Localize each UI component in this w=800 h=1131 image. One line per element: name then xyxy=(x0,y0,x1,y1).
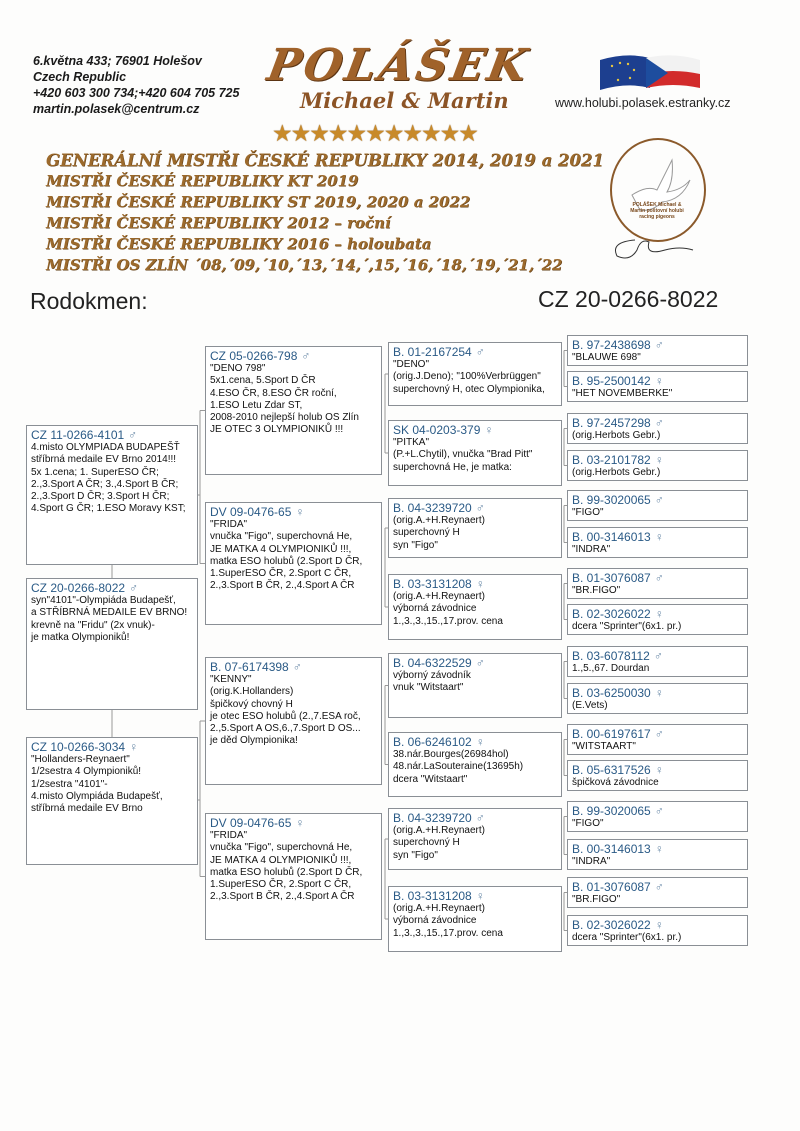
stars-rating: ★★★★★★★★★★★ xyxy=(272,120,477,146)
pigeon-note: 5x1.cena, 5.Sport D ČR xyxy=(210,375,316,387)
ring-id xyxy=(572,530,743,544)
ring-id-text: B. 03-3131208 xyxy=(393,577,472,591)
pigeon-card xyxy=(567,413,748,444)
pigeon-card xyxy=(567,801,748,832)
male-icon: ♂ xyxy=(475,501,485,515)
ring-id xyxy=(393,811,557,825)
male-icon: ♂ xyxy=(654,571,664,585)
ring-id xyxy=(572,727,743,741)
pigeon-note: JE MATKA 4 OLYMPIONIKŮ !!!, xyxy=(210,854,352,866)
female-icon: ♀ xyxy=(475,889,485,903)
pigeon-note: 48.nár.LaSouteraine(13695h) xyxy=(393,761,524,773)
pigeon-card xyxy=(388,498,562,558)
female-icon: ♀ xyxy=(295,505,305,519)
pigeon-card xyxy=(388,342,562,406)
pigeon-note: (orig.J.Deno); "100%Verbrüggen" xyxy=(393,371,541,383)
pigeon-note: "INDRA" xyxy=(572,856,611,867)
female-icon: ♀ xyxy=(654,918,664,932)
ring-id xyxy=(572,607,743,621)
seal-text: POLÁŠEK Michael & Martin poštovní holubi racing pigeons xyxy=(630,202,684,220)
pigeon-note: syn "Figo" xyxy=(393,539,438,551)
ring-id-text: B. 99-3020065 xyxy=(572,804,651,818)
ring-id xyxy=(572,374,743,388)
ring-id xyxy=(210,660,377,674)
pigeon-note: "Hollanders-Reynaert" xyxy=(31,754,130,765)
pigeon-note: 1/2sestra "4101"- xyxy=(31,778,108,790)
pigeon-note: 1.,3.,3.,15.,17.prov. cena xyxy=(393,615,503,627)
pigeon-note: vnuk "Witstaart" xyxy=(393,682,464,694)
pigeon-card xyxy=(567,877,748,908)
pigeon-card xyxy=(567,604,748,635)
ring-id-text: B. 00-3146013 xyxy=(572,530,651,544)
pigeon-note: vnučka "Figo", superchovná He, xyxy=(210,531,353,543)
male-icon: ♂ xyxy=(654,804,664,818)
ring-id-text: B. 97-2457298 xyxy=(572,416,651,430)
pigeon-note: krevně na "Fridu" (2x vnuk)- xyxy=(31,619,155,631)
pigeon-note: 2.,5.Sport A OS,6.,7.Sport D OS... xyxy=(210,723,361,735)
ring-id-text: B. 07-6174398 xyxy=(210,660,289,674)
pigeon-card xyxy=(567,646,748,677)
address-phone: +420 603 300 734;+420 604 705 725 xyxy=(33,86,240,100)
female-icon: ♀ xyxy=(654,453,664,467)
male-icon: ♂ xyxy=(654,493,664,507)
ring-id-text: B. 01-3076087 xyxy=(572,571,651,585)
ring-id xyxy=(31,581,193,595)
ring-id-text: B. 01-2167254 xyxy=(393,345,472,359)
pigeon-card xyxy=(205,813,382,940)
title-line: MISTŘI ČESKÉ REPUBLIKY 2012 – roční xyxy=(46,214,391,232)
ring-id xyxy=(572,571,743,585)
pigeon-note: "FIGO" xyxy=(572,818,604,829)
pigeon-note: JE OTEC 3 OLYMPIONIKŮ !!! xyxy=(210,424,344,436)
female-icon: ♀ xyxy=(654,530,664,544)
address-country: Czech Republic xyxy=(33,70,127,84)
pigeon-card xyxy=(388,886,562,952)
pigeon-card xyxy=(567,724,748,755)
ring-id-text: B. 04-6322529 xyxy=(393,656,472,670)
pigeon-note: 5x 1.cena; 1. SuperESO ČR; xyxy=(31,466,159,478)
pigeon-note: "BR.FIGO" xyxy=(572,894,621,905)
pigeon-note: 4.Sport G ČR; 1.ESO Moravy KST; xyxy=(31,503,186,515)
pigeon-card xyxy=(567,450,748,481)
pigeon-note: (orig.A.+H.Reynaert) xyxy=(393,903,485,914)
website-link[interactable]: www.holubi.polasek.estranky.cz xyxy=(555,96,731,110)
ring-id xyxy=(393,577,557,591)
pigeon-note: 38.nár.Bourges(26984hol) xyxy=(393,749,509,760)
male-icon: ♂ xyxy=(654,416,664,430)
ring-id xyxy=(572,453,743,467)
title-line: MISTŘI ČESKÉ REPUBLIKY KT 2019 xyxy=(46,172,359,190)
pigeon-note: 2.,3.Sport B ČR, 2.,4.Sport A ČR xyxy=(210,580,355,592)
male-icon: ♂ xyxy=(653,649,663,663)
male-icon: ♂ xyxy=(654,727,664,741)
pigeon-note: "PITKA" xyxy=(393,437,429,448)
pigeon-note: stříbrná medaile EV Brno xyxy=(31,803,143,815)
address-street: 6.května 433; 76901 Holešov xyxy=(33,54,202,68)
pigeon-note: superchovný H xyxy=(393,527,460,539)
ring-id-text: B. 05-6317526 xyxy=(572,763,651,777)
ring-id-text: B. 01-3076087 xyxy=(572,880,651,894)
pigeon-note: matka ESO holubů (2.Sport D ČR, xyxy=(210,555,363,567)
pigeon-note: (E.Vets) xyxy=(572,700,608,711)
ring-number: CZ 20-0266-8022 xyxy=(538,286,719,312)
male-icon: ♂ xyxy=(475,811,485,825)
ring-id-text: B. 97-2438698 xyxy=(572,338,651,352)
pigeon-note: 2.,3.Sport D ČR; 3.Sport H ČR; xyxy=(31,491,170,503)
pigeon-card xyxy=(567,568,748,599)
female-icon: ♀ xyxy=(129,740,139,754)
page-title: Rodokmen: xyxy=(30,288,148,314)
ring-id-text: DV 09-0476-65 xyxy=(210,505,292,519)
ring-id-text: B. 03-6250030 xyxy=(572,686,651,700)
pigeon-note: (P.+L.Chytil), vnučka "Brad Pitt" xyxy=(393,449,533,461)
pigeon-card xyxy=(567,839,748,870)
pigeon-card xyxy=(388,574,562,640)
ring-id xyxy=(393,501,557,515)
logo-subtitle: Michael & Martin xyxy=(300,88,509,113)
ring-id-text: B. 03-6078112 xyxy=(572,649,650,663)
ring-id xyxy=(572,338,743,352)
title-line: MISTŘI ČESKÉ REPUBLIKY ST 2019, 2020 a 2022 xyxy=(46,193,471,211)
pigeon-note: je děd Olympionika! xyxy=(210,735,298,747)
pigeon-note: (orig.A.+H.Reynaert) xyxy=(393,825,485,836)
pigeon-note: stříbrná medaile EV Brno 2014!!! xyxy=(31,454,177,466)
title-line: MISTŘI OS ZLÍN ´08,´09,´10,´13,´14,´,15,´16,´18,´19,´21,´22 xyxy=(46,256,563,274)
ring-id-text: B. 02-3026022 xyxy=(572,918,651,932)
ring-id xyxy=(31,428,193,442)
pigeon-note: JE MATKA 4 OLYMPIONIKŮ !!!, xyxy=(210,543,352,555)
pigeon-card xyxy=(567,915,748,946)
pigeon-note: 1.SuperESO ČR, 2.Sport C ČR, xyxy=(210,879,352,891)
pigeon-note: 1.,3.,3.,15.,17.prov. cena xyxy=(393,927,503,939)
pigeon-card xyxy=(567,527,748,558)
male-icon: ♂ xyxy=(301,349,311,363)
female-icon: ♀ xyxy=(654,374,664,388)
pigeon-note: špičková závodnice xyxy=(572,777,659,788)
pigeon-card xyxy=(567,371,748,402)
pigeon-note: (orig.A.+H.Reynaert) xyxy=(393,591,485,602)
ring-id-text: B. 04-3239720 xyxy=(393,811,472,825)
pigeon-note: "DENO 798" xyxy=(210,363,266,374)
ring-id xyxy=(572,880,743,894)
ring-id xyxy=(572,416,743,430)
ring-id xyxy=(393,735,557,749)
ring-id-text: B. 00-3146013 xyxy=(572,842,651,856)
female-icon: ♀ xyxy=(475,735,485,749)
pigeon-note: "BLAUWE 698" xyxy=(572,352,641,363)
ring-id-text: CZ 05-0266-798 xyxy=(210,349,298,363)
ring-id-text: B. 95-2500142 xyxy=(572,374,651,388)
ring-id xyxy=(393,656,557,670)
pigeon-note: 1.,5.,67. Dourdan xyxy=(572,663,650,674)
ring-id xyxy=(393,345,557,359)
pigeon-note: dcera "Sprinter"(6x1. pr.) xyxy=(572,932,682,943)
pigeon-note: 1/2sestra 4 Olympioniků! xyxy=(31,766,142,778)
pigeon-note: 4.misto Olympiáda Budapešť, xyxy=(31,790,163,802)
ring-id xyxy=(572,918,743,932)
pigeon-card xyxy=(26,425,198,565)
pigeon-note: "FRIDA" xyxy=(210,519,248,530)
pigeon-note: "WITSTAART" xyxy=(572,741,636,752)
pigeon-card xyxy=(388,653,562,718)
pigeon-note: a STŘÍBRNÁ MEDAILE EV BRNO! xyxy=(31,607,188,619)
pigeon-note: "BR.FIGO" xyxy=(572,585,621,596)
logo-text: POLÁŠEK xyxy=(263,40,534,91)
pigeon-note: je otec ESO holubů (2.,7.ESA roč, xyxy=(210,710,361,722)
pigeon-note: špičkový chovný H xyxy=(210,698,293,710)
pigeon-card xyxy=(205,657,382,785)
pigeon-note: superchovný H xyxy=(393,837,460,849)
female-icon: ♀ xyxy=(295,816,305,830)
pigeon-note: syn "Figo" xyxy=(393,849,438,861)
pigeon-note: "DENO" xyxy=(393,359,429,370)
pigeon-note: 1.ESO Letu Zdar ST, xyxy=(210,399,303,411)
female-icon: ♀ xyxy=(484,423,494,437)
ring-id-text: DV 09-0476-65 xyxy=(210,816,292,830)
pigeon-note: "KENNY" xyxy=(210,674,252,685)
male-icon: ♂ xyxy=(654,880,664,894)
pigeon-note: "FRIDA" xyxy=(210,830,248,841)
pigeon-note: syn"4101"-Olympiáda Budapešť, xyxy=(31,595,176,606)
ring-id-text: B. 99-3020065 xyxy=(572,493,651,507)
ring-id xyxy=(210,349,377,363)
pigeon-note: 2.,3.Sport A ČR; 3.,4.Sport B ČR; xyxy=(31,478,179,490)
ring-id-text: B. 03-2101782 xyxy=(572,453,651,467)
ring-id-text: CZ 20-0266-8022 xyxy=(31,581,126,595)
pigeon-note: dcera "Witstaart" xyxy=(393,773,468,785)
ring-id-text: B. 02-3026022 xyxy=(572,607,651,621)
pigeon-note: superchovná He, je matka: xyxy=(393,461,512,473)
pigeon-note: (orig.K.Hollanders) xyxy=(210,686,294,698)
female-icon: ♀ xyxy=(475,577,485,591)
pigeon-card xyxy=(205,502,382,625)
pigeon-note: (orig.Herbots Gebr.) xyxy=(572,430,661,441)
pigeon-note: 2008-2010 nejlepší holub OS Zlín xyxy=(210,412,359,424)
pigeon-card xyxy=(567,335,748,366)
pigeon-card xyxy=(26,737,198,865)
ring-id xyxy=(393,889,557,903)
female-icon: ♀ xyxy=(654,686,664,700)
pigeon-note: matka ESO holubů (2.Sport D ČR, xyxy=(210,866,363,878)
pigeon-note: "FIGO" xyxy=(572,507,604,518)
pigeon-card xyxy=(388,808,562,870)
pigeon-note: "INDRA" xyxy=(572,544,611,555)
ring-id xyxy=(572,842,743,856)
pigeon-card xyxy=(567,683,748,714)
address-email: martin.polasek@centrum.cz xyxy=(33,102,200,116)
pigeon-note: (orig.Herbots Gebr.) xyxy=(572,467,661,478)
subject-pigeon-card xyxy=(26,578,198,710)
pigeon-card xyxy=(388,420,562,486)
ring-id-text: B. 06-6246102 xyxy=(393,735,472,749)
ring-id-text: B. 00-6197617 xyxy=(572,727,651,741)
male-icon: ♂ xyxy=(129,581,139,595)
male-icon: ♂ xyxy=(292,660,302,674)
ring-id xyxy=(572,686,743,700)
pigeon-note: superchovný H, otec Olympionika, xyxy=(393,383,545,395)
ring-id xyxy=(210,505,377,519)
pigeon-card xyxy=(388,732,562,797)
ring-id-text: CZ 11-0266-4101 xyxy=(31,428,125,442)
ring-id-text: B. 04-3239720 xyxy=(393,501,472,515)
pigeon-note: "HET NOVEMBERKE" xyxy=(572,388,673,399)
female-icon: ♀ xyxy=(654,763,664,777)
pigeon-note: vnučka "Figo", superchovná He, xyxy=(210,842,353,854)
pigeon-note: 4.ESO ČR, 8.ESO ČR roční, xyxy=(210,387,337,399)
pigeon-note: výborná závodnice xyxy=(393,915,477,927)
ring-id xyxy=(572,804,743,818)
ring-id xyxy=(572,649,743,663)
pigeon-note: 4.misto OLYMPIADA BUDAPEŠŤ xyxy=(31,442,180,453)
ring-id-text: CZ 10-0266-3034 xyxy=(31,740,126,754)
ring-id-text: B. 03-3131208 xyxy=(393,889,472,903)
pigeon-note: (orig.A.+H.Reynaert) xyxy=(393,515,485,526)
pigeon-card xyxy=(205,346,382,475)
title-line: MISTŘI ČESKÉ REPUBLIKY 2016 – holoubata xyxy=(46,235,432,253)
male-icon: ♂ xyxy=(654,338,664,352)
ring-id xyxy=(210,816,377,830)
ring-id xyxy=(31,740,193,754)
ring-id-text: SK 04-0203-379 xyxy=(393,423,481,437)
ring-id xyxy=(572,763,743,777)
pigeon-note: výborná závodnice xyxy=(393,603,477,615)
male-icon: ♂ xyxy=(475,656,485,670)
pigeon-note: výborný závodník xyxy=(393,670,471,681)
ring-id xyxy=(572,493,743,507)
male-icon: ♂ xyxy=(475,345,485,359)
title-line: GENERÁLNÍ MISTŘI ČESKÉ REPUBLIKY 2014, 2019 a 2021 xyxy=(46,151,604,170)
pigeon-note: 1.SuperESO ČR, 2.Sport C ČR, xyxy=(210,568,352,580)
male-icon: ♂ xyxy=(128,428,138,442)
pigeon-note: je matka Olympioniků! xyxy=(31,631,130,643)
pigeon-note: 2.,3.Sport B ČR, 2.,4.Sport A ČR xyxy=(210,891,355,903)
pigeon-note: dcera "Sprinter"(6x1. pr.) xyxy=(572,621,682,632)
pigeon-card xyxy=(567,760,748,791)
female-icon: ♀ xyxy=(654,607,664,621)
pigeon-card xyxy=(567,490,748,521)
female-icon: ♀ xyxy=(654,842,664,856)
ring-id xyxy=(393,423,557,437)
